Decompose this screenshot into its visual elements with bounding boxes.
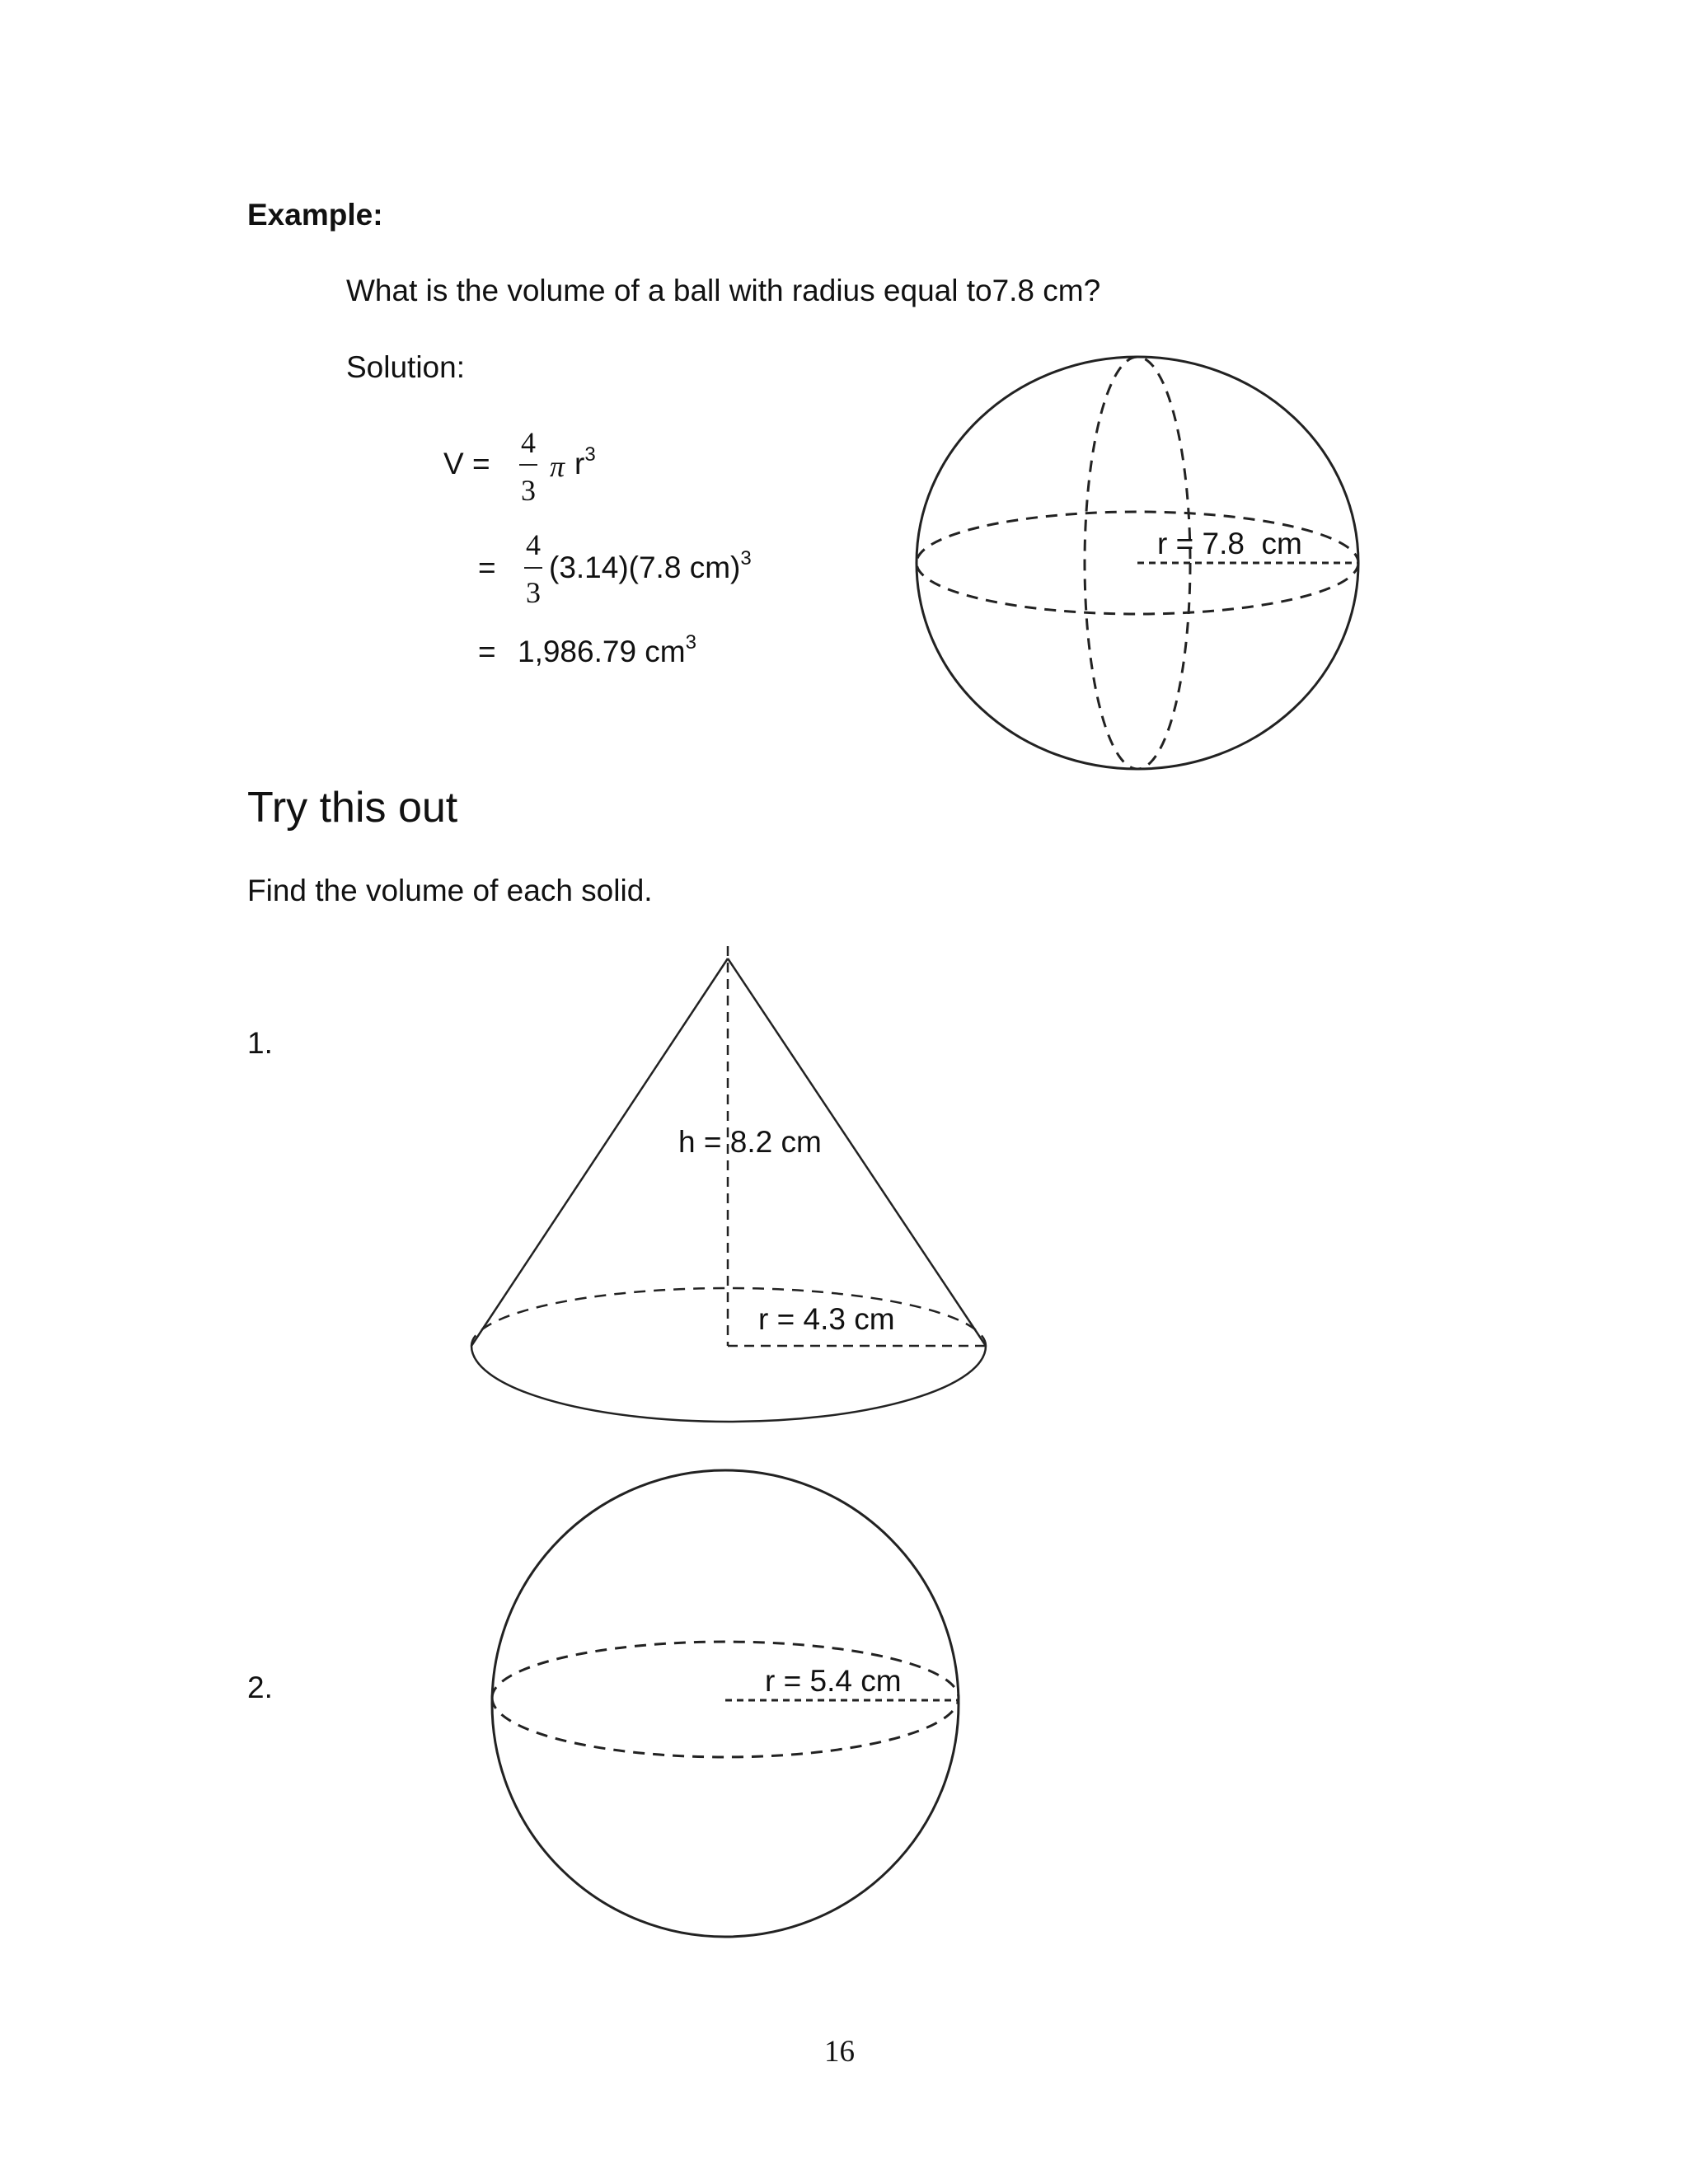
cone-radius-label: r = 4.3 cm	[758, 1302, 895, 1336]
step-2-lhs: =	[478, 551, 496, 584]
page-number: 16	[824, 2035, 855, 2069]
example-heading: Example:	[247, 198, 383, 232]
step-3-result: 1,986.79 $cm^3$	[518, 631, 696, 668]
step-1-denominator: 3	[521, 474, 536, 507]
step-1-lhs: V =	[443, 447, 490, 480]
problem-2-sphere-radius-label: r = 5.4 cm	[765, 1664, 902, 1698]
step-3-lhs: =	[478, 635, 496, 668]
step-2-exponent: 3	[740, 547, 752, 569]
cone-base-front	[471, 1346, 986, 1422]
step-1-pi: π	[550, 450, 565, 483]
solution-label: Solution:	[346, 350, 465, 384]
step-1-numerator: 4	[521, 426, 536, 459]
cone-figure	[471, 946, 986, 1422]
example-question: What is the volume of a ball with radius equal to7.8 cm?	[346, 274, 1101, 307]
problem-2-sphere-outline	[492, 1470, 959, 1937]
step-3-exponent: 3	[685, 631, 696, 654]
cone-height-label-bg	[674, 1123, 682, 1124]
example-sphere-radius-label: r = 7.8 cm	[1157, 527, 1302, 560]
step-2-numerator: 4	[526, 528, 541, 561]
problem-2-sphere-equator-front	[492, 1698, 959, 1757]
problem-2-sphere	[492, 1470, 959, 1937]
try-heading: Try this out	[247, 784, 458, 832]
step-1-r: $r^3$	[574, 443, 596, 480]
example-sphere	[917, 357, 1358, 769]
problem-1-number: 1.	[247, 1026, 273, 1060]
step-2-expression: (3.14)(7.8 cm)$^3$	[549, 547, 752, 584]
cone-height-label: h = 8.2 cm	[678, 1125, 822, 1159]
step-2-denominator: 3	[526, 576, 541, 609]
try-instruction: Find the volume of each solid.	[247, 874, 653, 907]
step-1-exponent: 3	[584, 443, 596, 466]
problem-2-number: 2.	[247, 1671, 273, 1704]
